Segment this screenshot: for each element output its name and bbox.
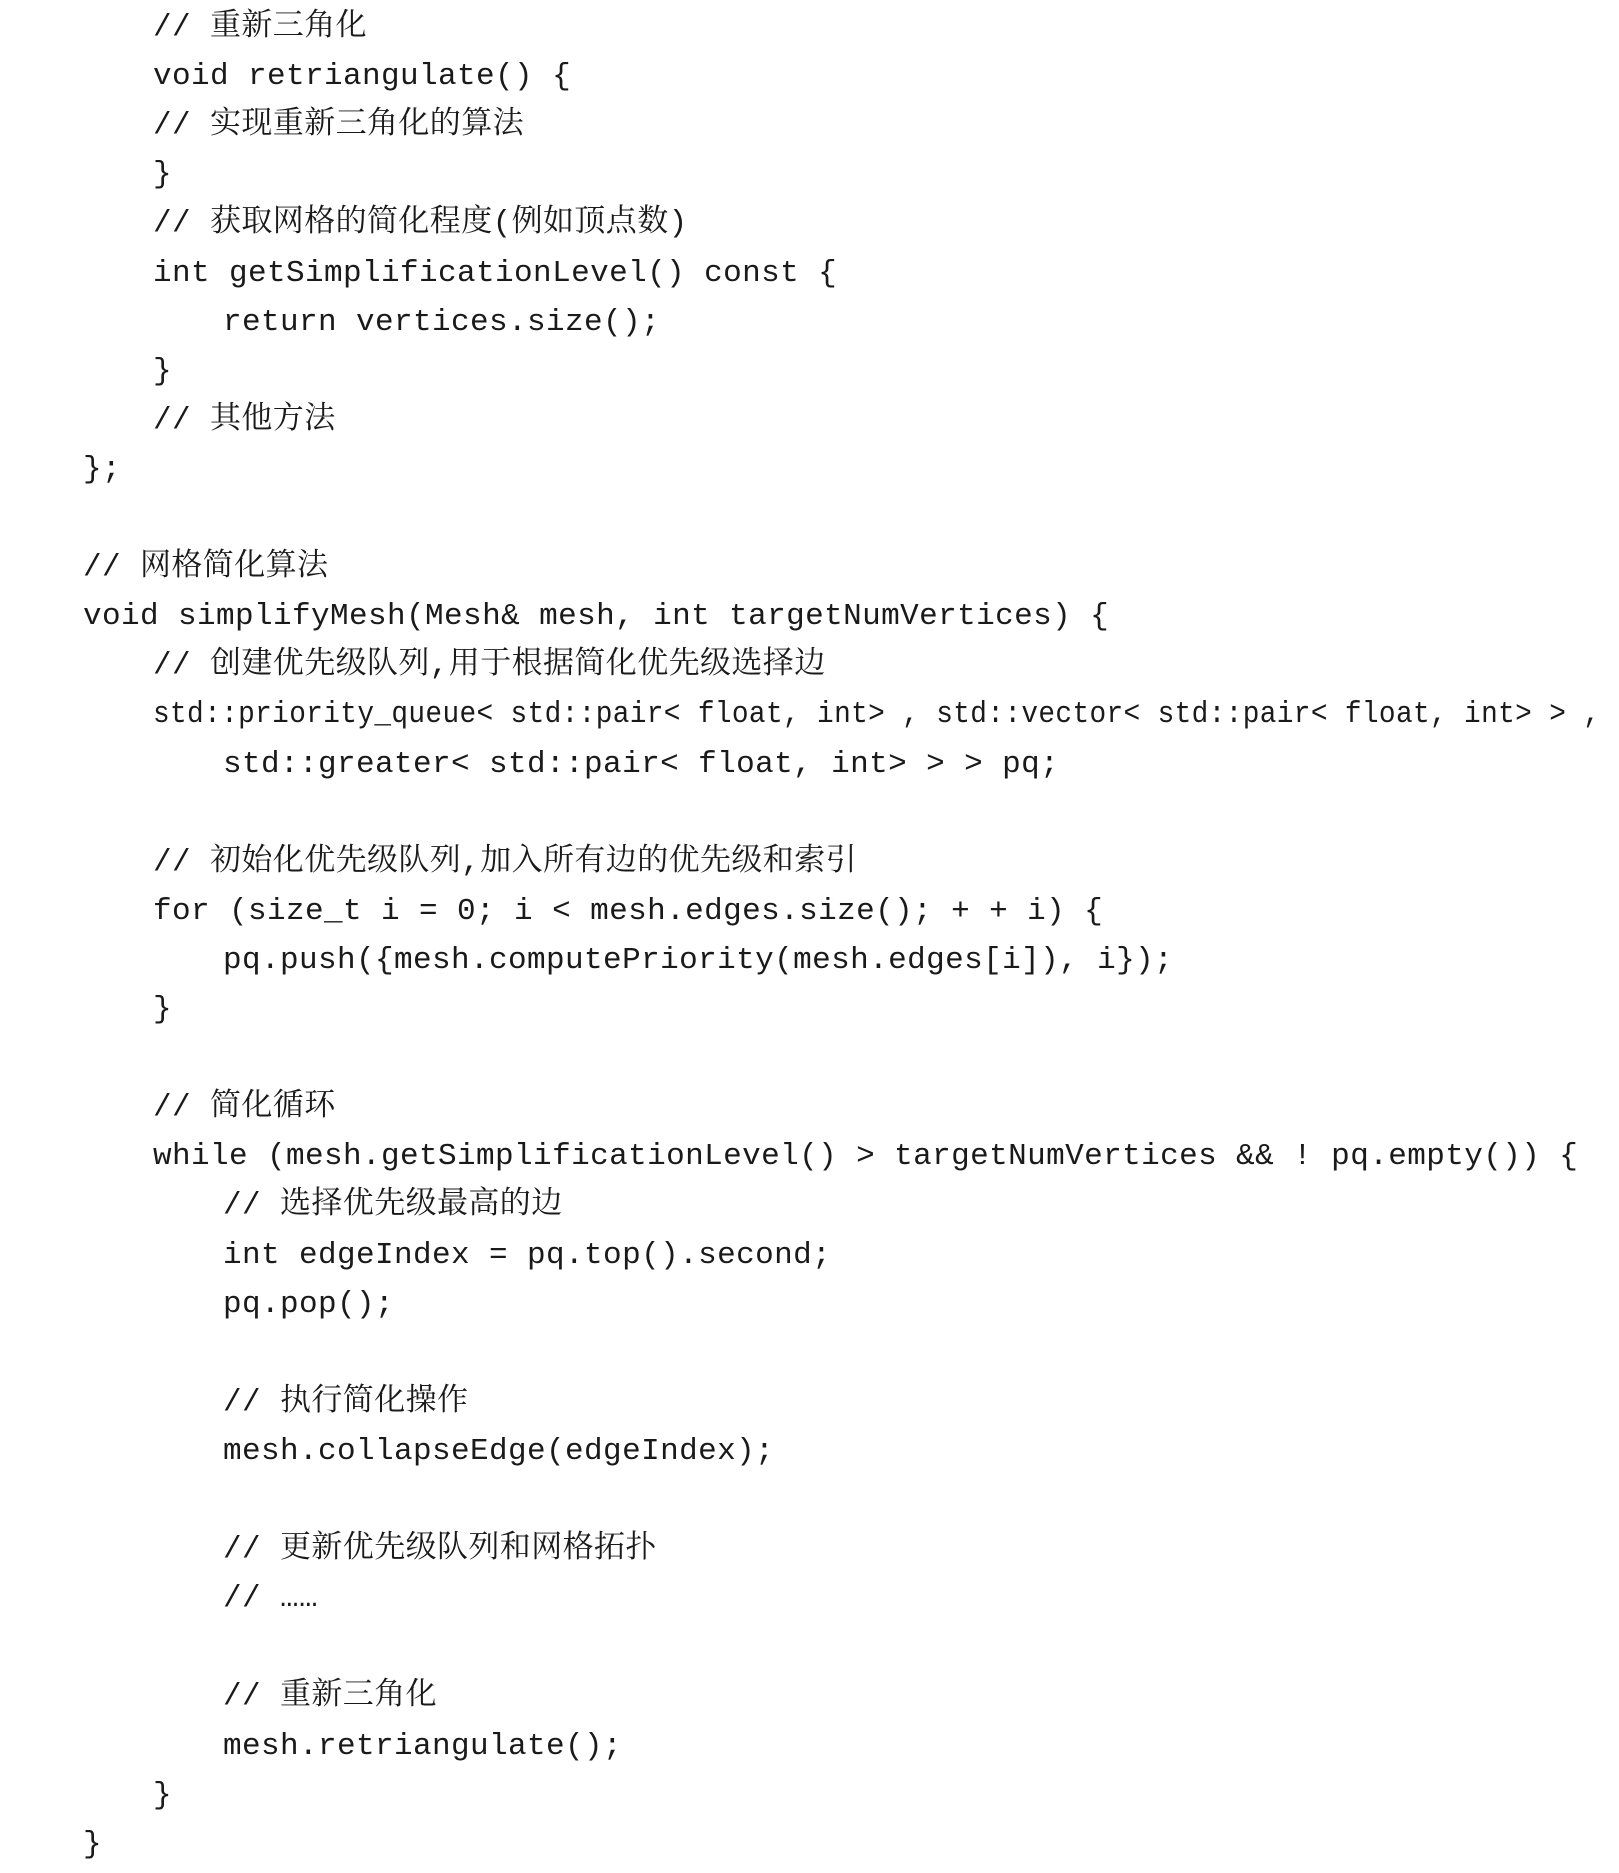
code-line: for (size_t i = 0; i < mesh.edges.size(); + + i) { [153, 893, 1104, 929]
code-comment-line: // …… [223, 1581, 319, 1617]
code-line: int getSimplificationLevel() const { [153, 255, 838, 291]
code-comment-line: // 网格简化算法 [83, 550, 329, 586]
code-line: void retriangulate() { [153, 59, 572, 95]
code-line: pq.pop(); [223, 1286, 395, 1322]
code-comment-line: // 执行简化操作 [223, 1384, 469, 1420]
code-line: int edgeIndex = pq.top().second; [223, 1237, 832, 1273]
code-line: } [153, 353, 173, 389]
code-comment-line: // 获取网格的简化程度(例如顶点数) [153, 206, 688, 242]
code-line: std::greater< std::pair< float, int> > > pq; [223, 746, 1060, 782]
code-comment-line: // 简化循环 [153, 1090, 336, 1126]
code-comment-line: // 选择优先级最高的边 [223, 1188, 563, 1224]
code-line: mesh.collapseEdge(edgeIndex); [223, 1433, 775, 1469]
code-line: while (mesh.getSimplificationLevel() > targetNumVertices && ! pq.empty()) { [153, 1139, 1579, 1175]
code-comment-line: // 其他方法 [153, 402, 336, 438]
code-line: pq.push({mesh.computePriority(mesh.edges[i]), i}); [223, 942, 1174, 978]
code-comment-line: // 创建优先级队列,用于根据简化优先级选择边 [153, 648, 826, 684]
code-line: } [153, 1777, 173, 1813]
code-comment-line: // 初始化优先级队列,加入所有边的优先级和索引 [153, 844, 858, 880]
code-comment-line: // 重新三角化 [223, 1679, 438, 1715]
code-line: return vertices.size(); [223, 304, 661, 340]
code-line: }; [83, 451, 122, 487]
code-line: std::priority_queue< std::pair< float, int> , std::vector< std::pair< float, int> > , [153, 697, 1601, 733]
code-comment-line: // 实现重新三角化的算法 [153, 108, 525, 144]
code-comment-line: // 重新三角化 [153, 10, 368, 45]
code-line: void simplifyMesh(Mesh& mesh, int targetNumVertices) { [83, 599, 1110, 635]
code-line: mesh.retriangulate(); [223, 1728, 623, 1764]
code-line: } [153, 992, 173, 1027]
code-comment-line: // 更新优先级队列和网格拓扑 [223, 1532, 657, 1568]
code-line: } [83, 1826, 103, 1862]
code-line: } [153, 157, 173, 193]
